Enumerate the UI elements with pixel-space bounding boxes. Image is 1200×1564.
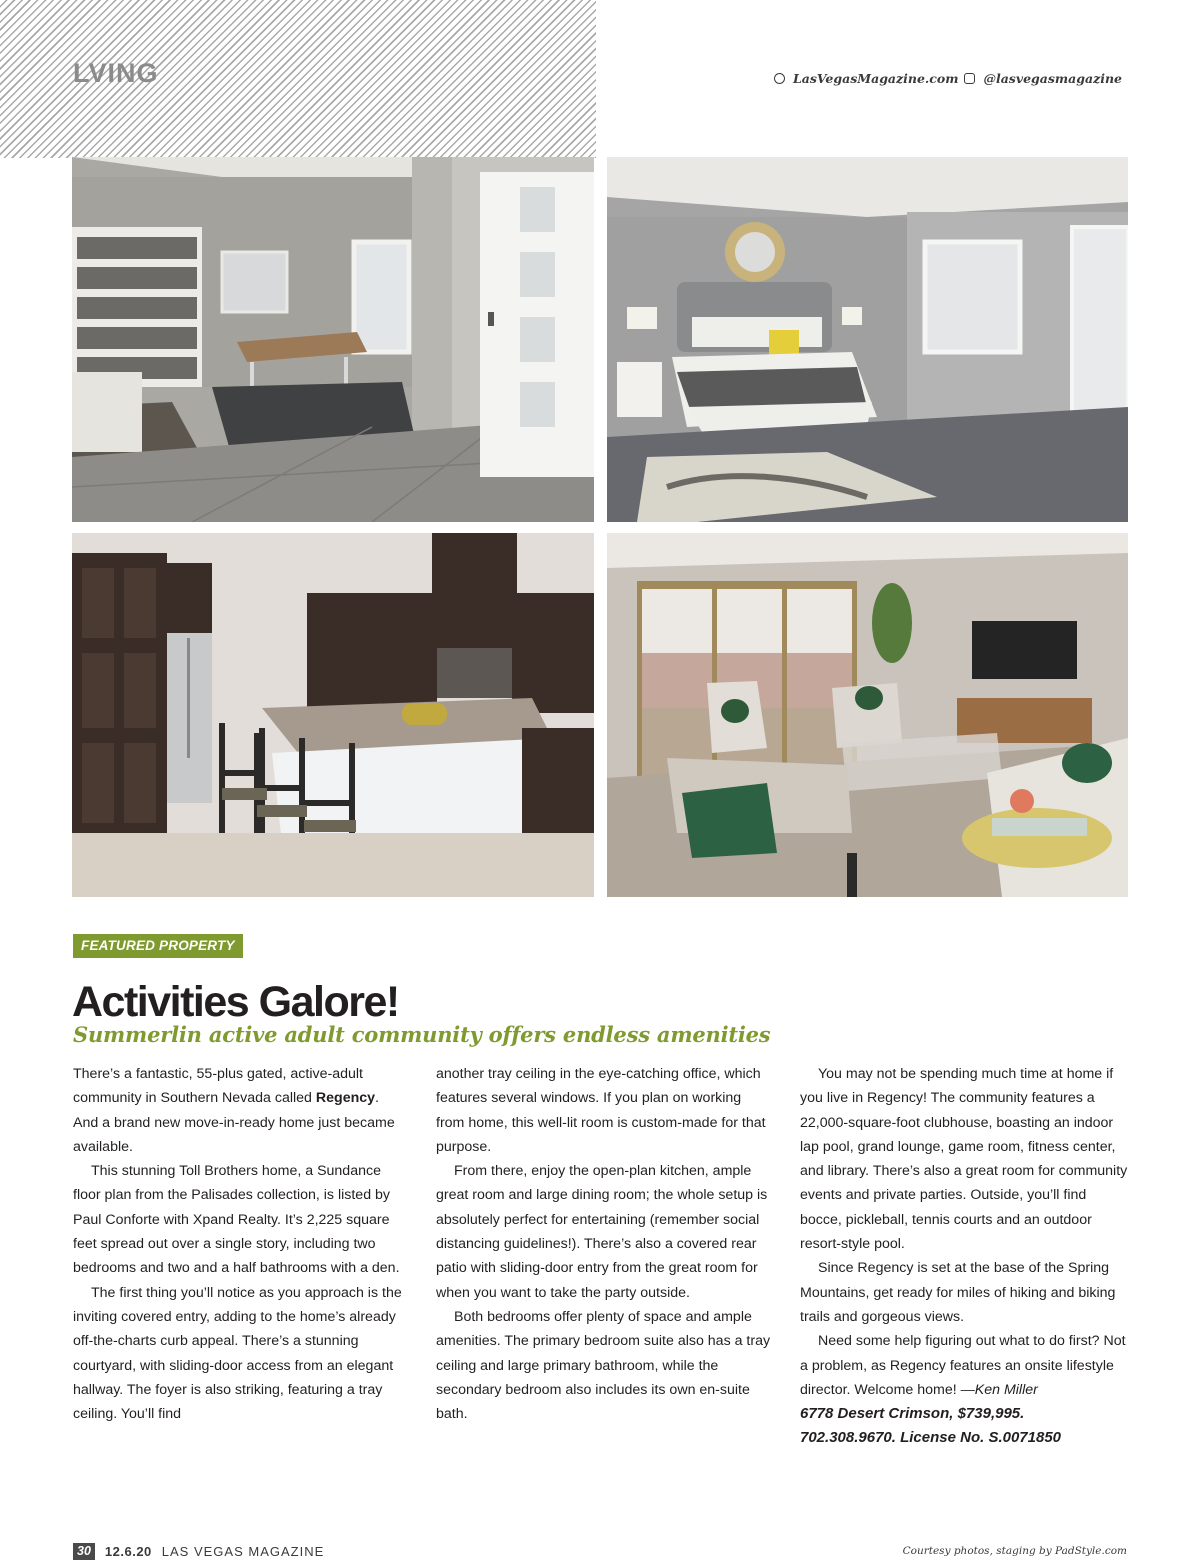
social-handle[interactable]: @lasvegasmagazine (983, 71, 1122, 86)
kitchen-photo (72, 533, 594, 897)
featured-property-badge: FEATURED PROPERTY (73, 934, 243, 958)
article-subhead: Summerlin active adult community offers endless amenities (73, 1022, 771, 1047)
page-footer (73, 1543, 324, 1560)
magazine-name: LAS VEGAS MAGAZINE (161, 1544, 325, 1559)
paragraph: another tray ceiling in the eye-catching office, which features several windows. If you plan on working from home, this well-lit room is custom-made for that purpose. (436, 1066, 766, 1155)
page-number: 30 (73, 1543, 95, 1560)
article-column-2 (436, 1062, 771, 1426)
paragraph: Need some help figuring out what to do first? Not a problem, as Regency features an onsite lifestyle director. Welcome home! —Ken Miller (800, 1333, 1126, 1398)
paragraph: This stunning Toll Brothers home, a Sundance floor plan from the Palisades collection, is listed by Paul Conforte with Xpand Realty. It’s 2,225 square feet spread out over a single story, including two bedrooms and two and a half bathrooms with a den. (73, 1163, 400, 1277)
listing-contact: 702.308.9670. License No. S.0071850 (800, 1429, 1062, 1447)
paragraph: You may not be spending much time at home if you live in Regency! The community features a 22,000-square-foot clubhouse, boasting an indoor lap pool, grand lounge, game room, fitness center, and library. There’s also a great room for community events and private parties. Outside, you’ll find bocce, pickleball, tennis courts and an outdoor resort-style pool. (800, 1066, 1128, 1253)
paragraph: Both bedrooms offer plenty of space and ample amenities. The primary bedroom suite also has a tray ceiling and large primary bathroom, while the secondary bedroom also includes its own en-suite bath. (436, 1308, 771, 1423)
bedroom-photo (607, 157, 1128, 522)
listing-address: 6778 Desert Crimson, $739,995. (800, 1405, 1025, 1423)
article-headline: Activities Galore! (72, 978, 399, 1026)
photo-credit: Courtesy photos, staging by PadStyle.com (902, 1545, 1127, 1557)
issue-date: 12.6.20 (104, 1544, 152, 1559)
header-links (774, 71, 1122, 86)
paragraph: Since Regency is set at the base of the Spring Mountains, get ready for miles of hiking and biking trails and gorgeous views. (800, 1260, 1116, 1325)
paragraph: There’s a fantastic, 55-plus gated, active-adult community in Southern Nevada called Regency. And a brand new move-in-ready home just became available. (73, 1066, 395, 1155)
paragraph: The first thing you’ll notice as you approach is the inviting covered entry, adding to the home’s already off-the-charts curb appeal. There’s a stunning courtyard, with sliding-door access from an elegant hallway. The foyer is also striking, featuring a tray ceiling. You’ll find (73, 1284, 402, 1423)
article-column-3 (800, 1062, 1130, 1451)
instagram-icon (964, 73, 975, 84)
byline: —Ken Miller (960, 1381, 1038, 1398)
paragraph: From there, enjoy the open-plan kitchen, ample great room and large dining room; the whole setup is absolutely perfect for entertaining (remember social distancing guidelines!). There’s also a covered rear patio with sliding-door entry from the great room for when you want to take the party outside. (436, 1163, 768, 1301)
living-room-photo (607, 533, 1128, 897)
article-column-1 (73, 1062, 403, 1426)
section-label: LVING (73, 58, 159, 88)
home-office-photo (72, 157, 594, 522)
globe-icon (774, 73, 785, 84)
website-link[interactable]: LasVegasMagazine.com (792, 71, 959, 86)
regency-bold: Regency (315, 1090, 376, 1107)
